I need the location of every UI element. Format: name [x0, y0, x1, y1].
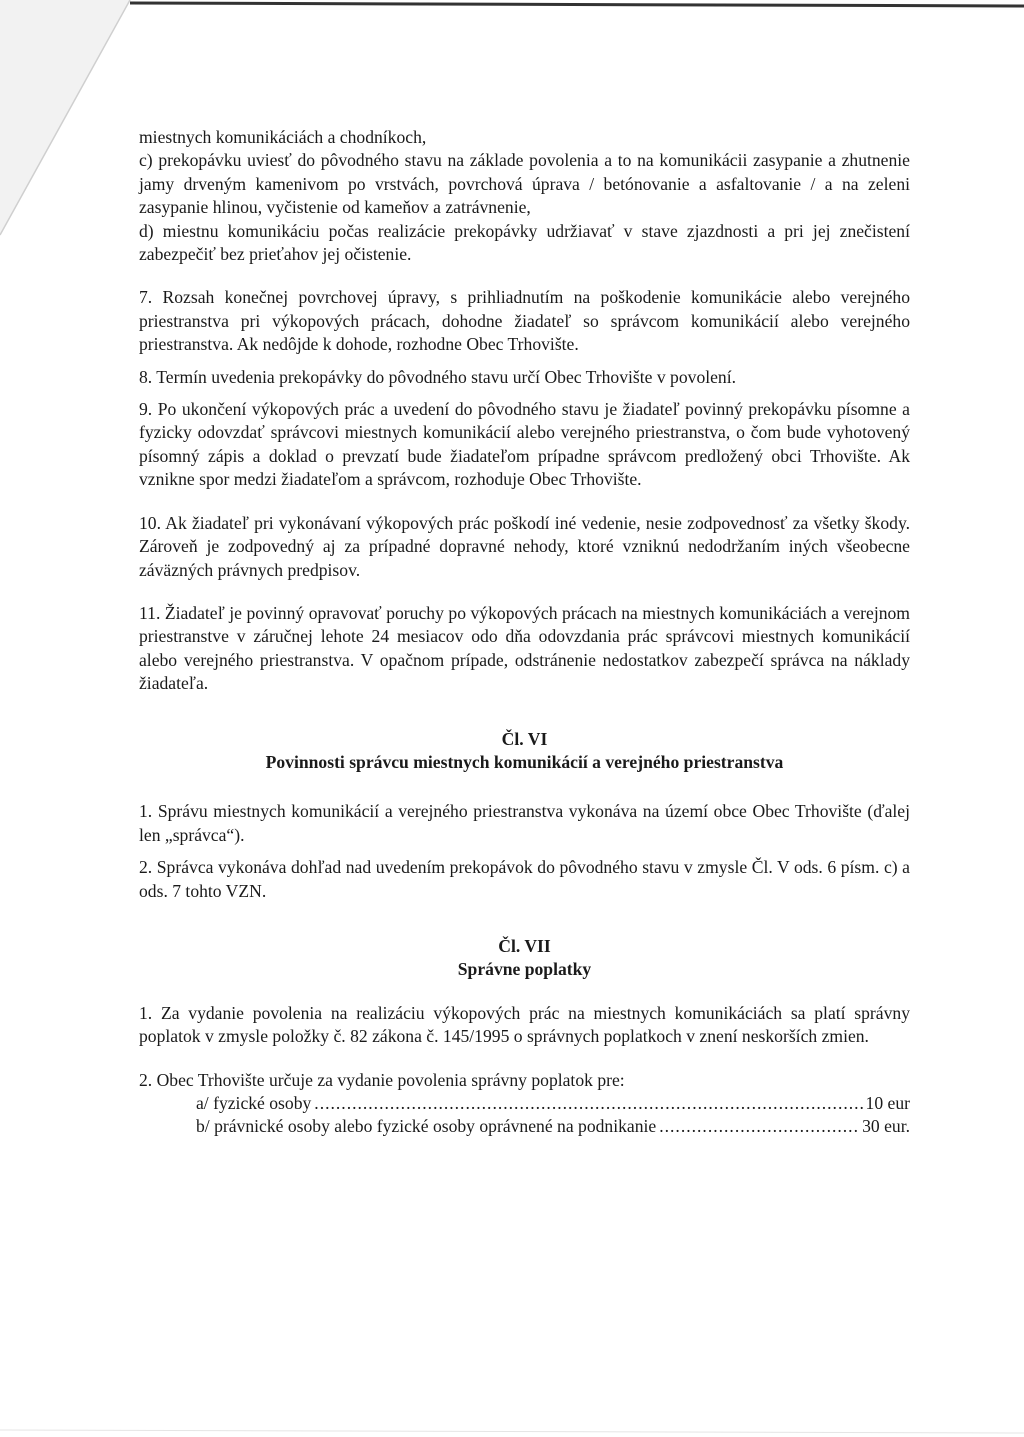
section-vi-paragraph-2: 2. Správca vykonáva dohľad nad uvedením prekopávok do pôvodného stavu v zmysle Čl. V ods. 6 písm. c) a ods. 7 tohto VZN. — [139, 857, 910, 901]
fee-label: a/ fyzické osoby — [196, 1093, 312, 1113]
paragraph-11: 11. Žiadateľ je povinný opravovať poruchy po výkopových prácach na miestnych komunikáciách a verejnom priestranstve v záručnej lehote 24 mesiacov odo dňa odovzdania prác správcovi miestnych komunikácií alebo verejného priestranstva. V opačnom prípade, odstránenie nedostatkov zabezpečí správca na náklady žiadateľa. — [139, 602, 910, 694]
continuation-line: miestnych komunikáciách a chodníkoch, — [139, 127, 427, 147]
section-vi-title: Povinnosti správcu miestnych komunikácií a verejného priestranstva — [265, 751, 784, 772]
dot-leader — [659, 1115, 859, 1138]
fee-value: 30 eur. — [862, 1116, 910, 1137]
item-c: c) prekopávku uviesť do pôvodného stavu na základe povolenia a to na komunikácii zasypanie a zhutnenie jamy drveným kamenivom po vrstvách, povrchová úprava / betónovanie a asfaltovanie / a na zeleni zasypanie hlinou, vyčistenie od kameňov a zatrávnenie, — [139, 150, 910, 218]
document-page — [139, 126, 910, 1139]
fee-row-entities — [139, 1115, 910, 1138]
section-vii-number: Čl. VII — [498, 935, 551, 956]
fee-row-individuals — [139, 1092, 910, 1115]
section-vii-paragraph-1: 1. Za vydanie povolenia na realizáciu výkopových prác na miestnych komunikáciách sa platí správny poplatok v zmysle položky č. 82 zákona č. 145/1995 o správnych poplatkoch v znení neskorších zmien. — [139, 1002, 910, 1047]
paragraph-8: 8. Termín uvedenia prekopávky do pôvodného stavu určí Obec Trhovište v povolení. — [139, 366, 737, 387]
section-vi-number: Čl. VI — [501, 728, 548, 749]
paragraph-10: 10. Ak žiadateľ pri vykonávaní výkopových prác poškodí iné vedenie, nesie zodpovednosť za všetky škody. Zároveň je zodpovedný aj za prípadné dopravné nehody, ktoré vzniknú nedodržaním iných všeobecne záväzných právnych predpisov. — [139, 512, 910, 580]
paragraph-7: 7. Rozsah konečnej povrchovej úpravy, s prihliadnutím na poškodenie komunikácie alebo verejného priestranstva pri výkopových prácach, dohodne žiadateľ so správcom komunikácií alebo verejného priestranstva. Ak nedôjde k dohode, rozhodne Obec Trhovište. — [139, 287, 910, 355]
fee-value: 10 eur — [865, 1093, 910, 1113]
section-vi-paragraph-1: 1. Správu miestnych komunikácií a verejného priestranstva vykonáva na území obce Obec Trhovište (ďalej len „správca“). — [139, 801, 910, 845]
fee-label: b/ právnické osoby alebo fyzické osoby oprávnené na podnikanie — [196, 1116, 657, 1137]
dot-leader — [314, 1092, 862, 1115]
paragraph-9: 9. Po ukončení výkopových prác a uvedení do pôvodného stavu je žiadateľ povinný prekopávku písomne a fyzicky odovzdať správcovi miestnych komunikácií alebo verejného priestranstva, o čom bude vyhotovený písomný zápis a doklad o prevzatí bude žiadateľom prípadne správcom predložený obci Trhovište. Ak vznikne spor medzi žiadateľom a správcom, rozhoduje Obec Trhovište. — [139, 399, 910, 490]
section-vii-title: Správne poplatky — [457, 959, 592, 980]
section-vii-paragraph-2: 2. Obec Trhovište určuje za vydanie povolenia správny poplatok pre: — [139, 1069, 625, 1090]
item-d: d) miestnu komunikáciu počas realizácie prekopávky udržiavať v stave zjazdnosti a pri jej znečistení zabezpečiť bez prieťahov jej očistenie. — [139, 220, 910, 265]
